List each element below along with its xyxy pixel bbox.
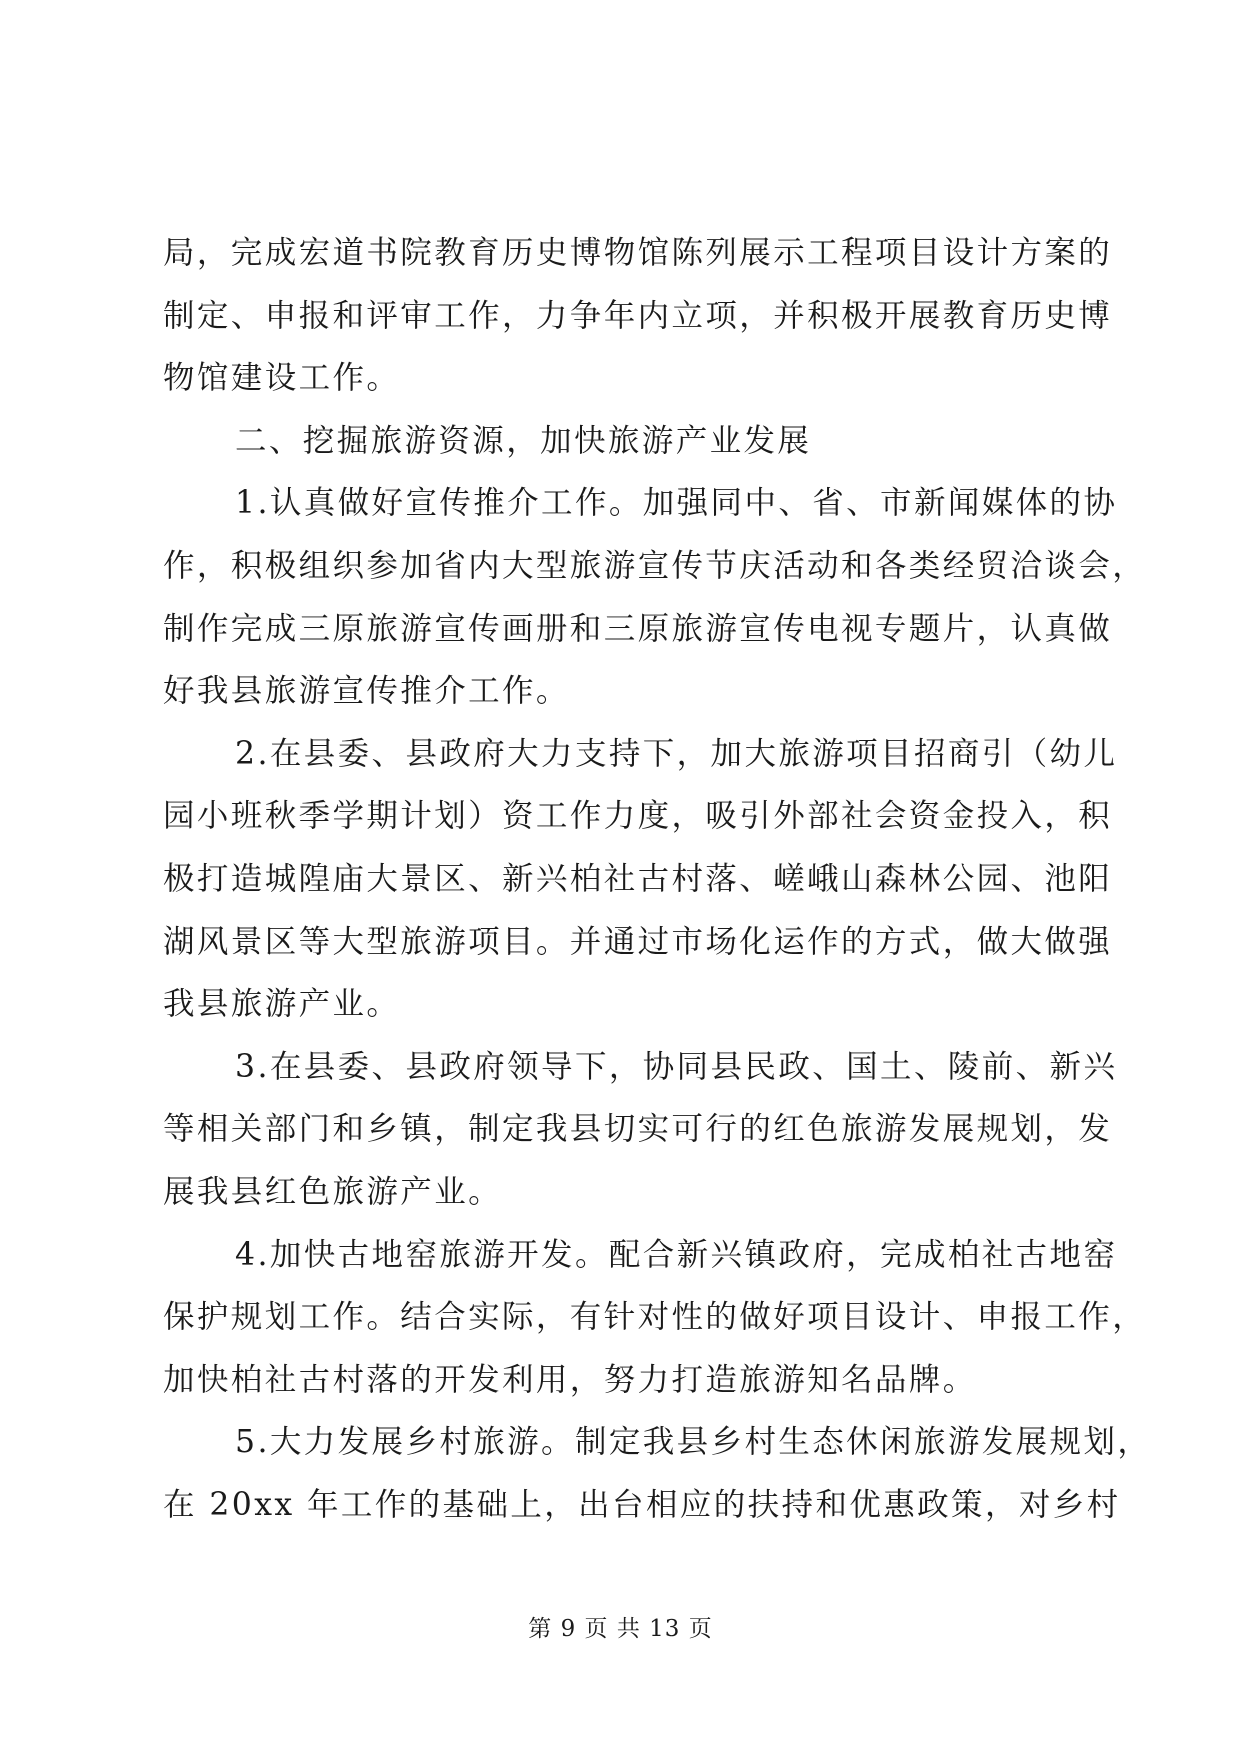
text-line: 制定、申报和评审工作，力争年内立项，并积极开展教育历史博 bbox=[163, 297, 1113, 334]
text-line: 在 20xx 年工作的基础上，出台相应的扶持和优惠政策，对乡村 bbox=[163, 1486, 1121, 1523]
text-line: 等相关部门和乡镇，制定我县切实可行的红色旅游发展规划，发 bbox=[163, 1111, 1113, 1148]
text-line: 作，积极组织参加省内大型旅游宣传节庆活动和各类经贸洽谈会， bbox=[163, 547, 1147, 584]
text-line: 保护规划工作。结合实际，有针对性的做好项目设计、申报工作， bbox=[163, 1299, 1147, 1336]
text-line: 加快柏社古村落的开发利用，努力打造旅游知名品牌。 bbox=[163, 1361, 977, 1398]
text-line: 物馆建设工作。 bbox=[163, 360, 401, 397]
page-footer: 第 9 页 共 13 页 bbox=[528, 1616, 713, 1642]
text-line: 极打造城隍庙大景区、新兴柏社古村落、嵯峨山森林公园、池阳 bbox=[163, 860, 1113, 897]
text-line: 局，完成宏道书院教育历史博物馆陈列展示工程项目设计方案的 bbox=[163, 235, 1113, 271]
text-line: 4.加快古地窑旅游开发。配合新兴镇政府，完成柏社古地窑 bbox=[235, 1236, 1118, 1273]
text-line: 3.在县委、县政府领导下，协同县民政、国土、陵前、新兴 bbox=[235, 1048, 1118, 1085]
text-line: 1.认真做好宣传推介工作。加强同中、省、市新闻媒体的协 bbox=[235, 485, 1118, 522]
text-line: 我县旅游产业。 bbox=[163, 986, 401, 1023]
text-line: 湖风景区等大型旅游项目。并通过市场化运作的方式，做大做强 bbox=[163, 923, 1113, 960]
text-line: 园小班秋季学期计划）资工作力度，吸引外部社会资金投入，积 bbox=[163, 798, 1113, 835]
text-line: 好我县旅游宣传推介工作。 bbox=[163, 673, 570, 710]
text-line: 制作完成三原旅游宣传画册和三原旅游宣传电视专题片，认真做 bbox=[163, 610, 1113, 647]
text-line: 二、挖掘旅游资源，加快旅游产业发展 bbox=[235, 422, 812, 459]
text-line: 展我县红色旅游产业。 bbox=[163, 1173, 503, 1210]
text-line: 5.大力发展乡村旅游。制定我县乡村生态休闲旅游发展规划， bbox=[235, 1424, 1152, 1461]
text-line: 2.在县委、县政府大力支持下，加大旅游项目招商引（幼儿 bbox=[235, 735, 1118, 772]
body-text bbox=[163, 222, 1152, 1536]
